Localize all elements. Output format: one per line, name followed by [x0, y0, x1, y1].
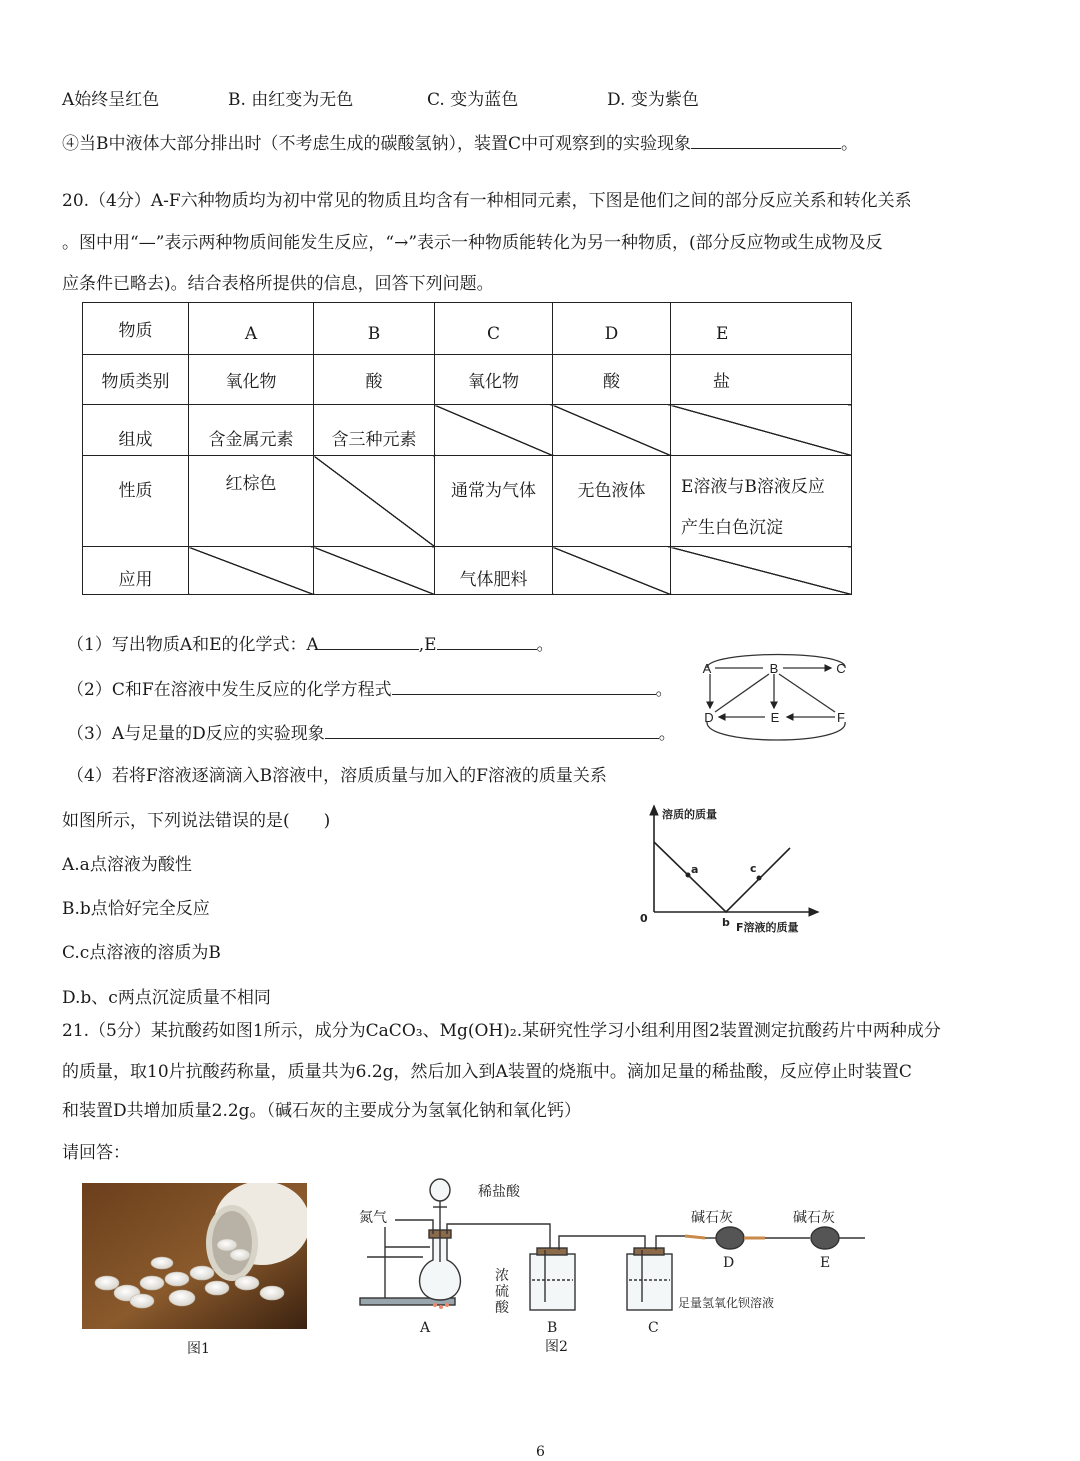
- relationship-diagram: [695, 650, 860, 750]
- label-conc-2: 硫: [495, 1284, 509, 1300]
- col-b: B: [314, 303, 435, 355]
- node-f: F: [837, 710, 845, 725]
- label-soda-lime-1: 碱石灰: [691, 1210, 733, 1226]
- choice-c: C.c点溶液的溶质为B: [62, 943, 221, 963]
- cell-d-composition-empty: [553, 405, 671, 456]
- q20-sub1-mid: ,E: [418, 635, 437, 655]
- node-b: B: [769, 661, 779, 676]
- label-conc-1: 浓: [495, 1268, 509, 1284]
- cell-b-composition: 含三种元素: [314, 405, 435, 456]
- q21-line3: 和装置D共增加质量2.2g。（碱石灰的主要成分为氢氧化钠和氧化钙）: [62, 1101, 582, 1121]
- cell-a-composition: 含金属元素: [189, 405, 314, 456]
- solute-curve: [654, 842, 790, 912]
- substance-table: [82, 302, 852, 595]
- dropping-funnel: [430, 1179, 450, 1201]
- answer-blank-e[interactable]: [437, 633, 537, 650]
- cell-d-application-empty: [553, 547, 671, 595]
- answer-blank-a[interactable]: [319, 633, 419, 650]
- label-c: c: [750, 862, 757, 875]
- q20-sub2-text: （2）C和F在溶液中发生反应的化学方程式: [67, 680, 392, 700]
- col-d: D: [553, 303, 671, 355]
- q19-item4-text: ④当B中液体大部分排出时（不考虑生成的碳酸氢钠），装置C中可观察到的实验现象: [62, 134, 691, 154]
- q20-sub3-text: （3）A与足量的D反应的实验现象: [67, 724, 325, 744]
- graph-y-label: 溶质的质量: [662, 808, 717, 821]
- label-baoh2: 足量氢氧化钡溶液: [678, 1296, 775, 1310]
- solute-mass-graph: [630, 800, 830, 940]
- label-dilute-hcl: 稀盐酸: [478, 1184, 520, 1200]
- col-c: C: [435, 303, 553, 355]
- q20-intro-line2: 。图中用“—”表示两种物质间能发生反应，“→”表示一种物质能转化为另一种物质，(部分反应物或生成物及反: [62, 233, 883, 253]
- row-header-property: 性质: [83, 456, 189, 547]
- choice-b: B.b点恰好完全反应: [62, 899, 210, 919]
- label-c: C: [648, 1320, 659, 1336]
- drying-tube-d: [716, 1227, 744, 1249]
- label-d: D: [723, 1255, 735, 1271]
- label-a: a: [691, 863, 699, 876]
- q19-option-b: B. 由红变为无色: [228, 90, 354, 110]
- cell-a-property: 红棕色: [189, 456, 314, 547]
- row-header-composition: 组成: [83, 405, 189, 456]
- drying-tube-e: [811, 1227, 839, 1249]
- label-conc-3: 酸: [495, 1300, 509, 1316]
- q20-sub3: [67, 722, 676, 745]
- q20-sub1: [67, 633, 554, 656]
- q20-sub3-end: 。: [658, 724, 676, 744]
- q21-line2: 的质量，取10片抗酸药称量，质量共为6.2g，然后加入到A装置的烧瓶中。滴加足量的稀盐酸，反应停止时装置C: [62, 1062, 912, 1082]
- page-number: 6: [536, 1444, 545, 1460]
- node-e: E: [770, 710, 780, 725]
- label-e: E: [820, 1255, 831, 1271]
- q19-item4-end: 。: [841, 134, 858, 154]
- q20-sub1-prefix: （1）写出物质A和E的化学式：A: [67, 635, 319, 655]
- q20-sub2-end: 。: [655, 680, 673, 700]
- cell-d-category: 酸: [553, 355, 671, 405]
- apparatus-diagram: [345, 1172, 880, 1337]
- bottle-c: [627, 1254, 672, 1310]
- cell-a-application-empty: [189, 547, 314, 595]
- answer-blank[interactable]: [691, 132, 841, 149]
- q20-sub2: [67, 678, 673, 701]
- graph-x-label: F溶液的质量: [736, 921, 799, 934]
- choice-a: A.a点溶液为酸性: [62, 855, 192, 875]
- cell-c-property: 通常为气体: [435, 456, 553, 547]
- cell-b-application-empty: [314, 547, 435, 595]
- answer-blank-equation[interactable]: [392, 678, 656, 695]
- cell-e-property: [671, 456, 852, 547]
- row-header-category: 物质类别: [83, 355, 189, 405]
- q20-intro-line1: 20.（4分）A-F六种物质均为初中常见的物质且均含有一种相同元素，下图是他们之间的部分反应关系和转化关系: [62, 191, 912, 211]
- cell-e-category: 盐: [671, 355, 852, 405]
- label-b: B: [547, 1320, 558, 1336]
- choice-d: D.b、c两点沉淀质量不相同: [62, 988, 271, 1008]
- bottle-b: [530, 1254, 575, 1310]
- cell-e-property-line1: E溶液与B溶液反应: [681, 477, 825, 497]
- q20-sub4: （4）若将F溶液逐滴滴入B溶液中，溶质质量与加入的F溶液的质量关系: [67, 766, 607, 786]
- cell-c-application: 气体肥料: [435, 547, 553, 595]
- q19-option-d: D. 变为紫色: [607, 90, 699, 110]
- antacid-tablets-photo: [82, 1183, 307, 1329]
- node-d: D: [704, 710, 714, 725]
- q21-line1: 21.（5分）某抗酸药如图1所示，成分为CaCO₃、Mg(OH)₂.某研究性学习小组利用图2装置测定抗酸药片中两种成分: [62, 1021, 941, 1041]
- col-e: E: [671, 303, 852, 355]
- cell-e-application-empty: [671, 547, 852, 595]
- cell-e-composition-empty: [671, 405, 852, 456]
- col-a: A: [189, 303, 314, 355]
- row-header-substance: 物质: [83, 303, 189, 355]
- node-a: A: [702, 661, 712, 676]
- cell-a-category: 氧化物: [189, 355, 314, 405]
- cell-d-property: 无色液体: [553, 456, 671, 547]
- node-c: C: [836, 661, 846, 676]
- q20-sub4-line2: 如图所示，下列说法错误的是( ): [62, 811, 331, 831]
- cell-e-property-line2: 产生白色沉淀: [681, 518, 783, 538]
- figure1-caption: 图1: [187, 1341, 210, 1357]
- figure2-caption: 图2: [545, 1339, 568, 1355]
- label-b: b: [722, 916, 730, 929]
- q19-option-a: A始终呈红色: [62, 90, 160, 110]
- q20-intro-line3: 应条件已略去)。结合表格所提供的信息，回答下列问题。: [62, 274, 494, 294]
- q19-option-c: C. 变为蓝色: [427, 90, 519, 110]
- answer-blank-phenomenon[interactable]: [325, 722, 659, 739]
- label-a: A: [420, 1320, 431, 1336]
- cell-c-category: 氧化物: [435, 355, 553, 405]
- label-soda-lime-2: 碱石灰: [793, 1210, 835, 1226]
- q19-item4: [62, 132, 858, 155]
- q20-sub1-end: 。: [536, 635, 554, 655]
- label-nitrogen: 氮气: [359, 1210, 387, 1226]
- point-c: [757, 876, 762, 881]
- q21-line4: 请回答：: [62, 1143, 130, 1163]
- cell-c-composition-empty: [435, 405, 553, 456]
- cell-b-property-empty: [314, 456, 435, 547]
- cell-b-category: 酸: [314, 355, 435, 405]
- point-a: [686, 873, 691, 878]
- row-header-application: 应用: [83, 547, 189, 595]
- graph-origin: 0: [640, 912, 648, 925]
